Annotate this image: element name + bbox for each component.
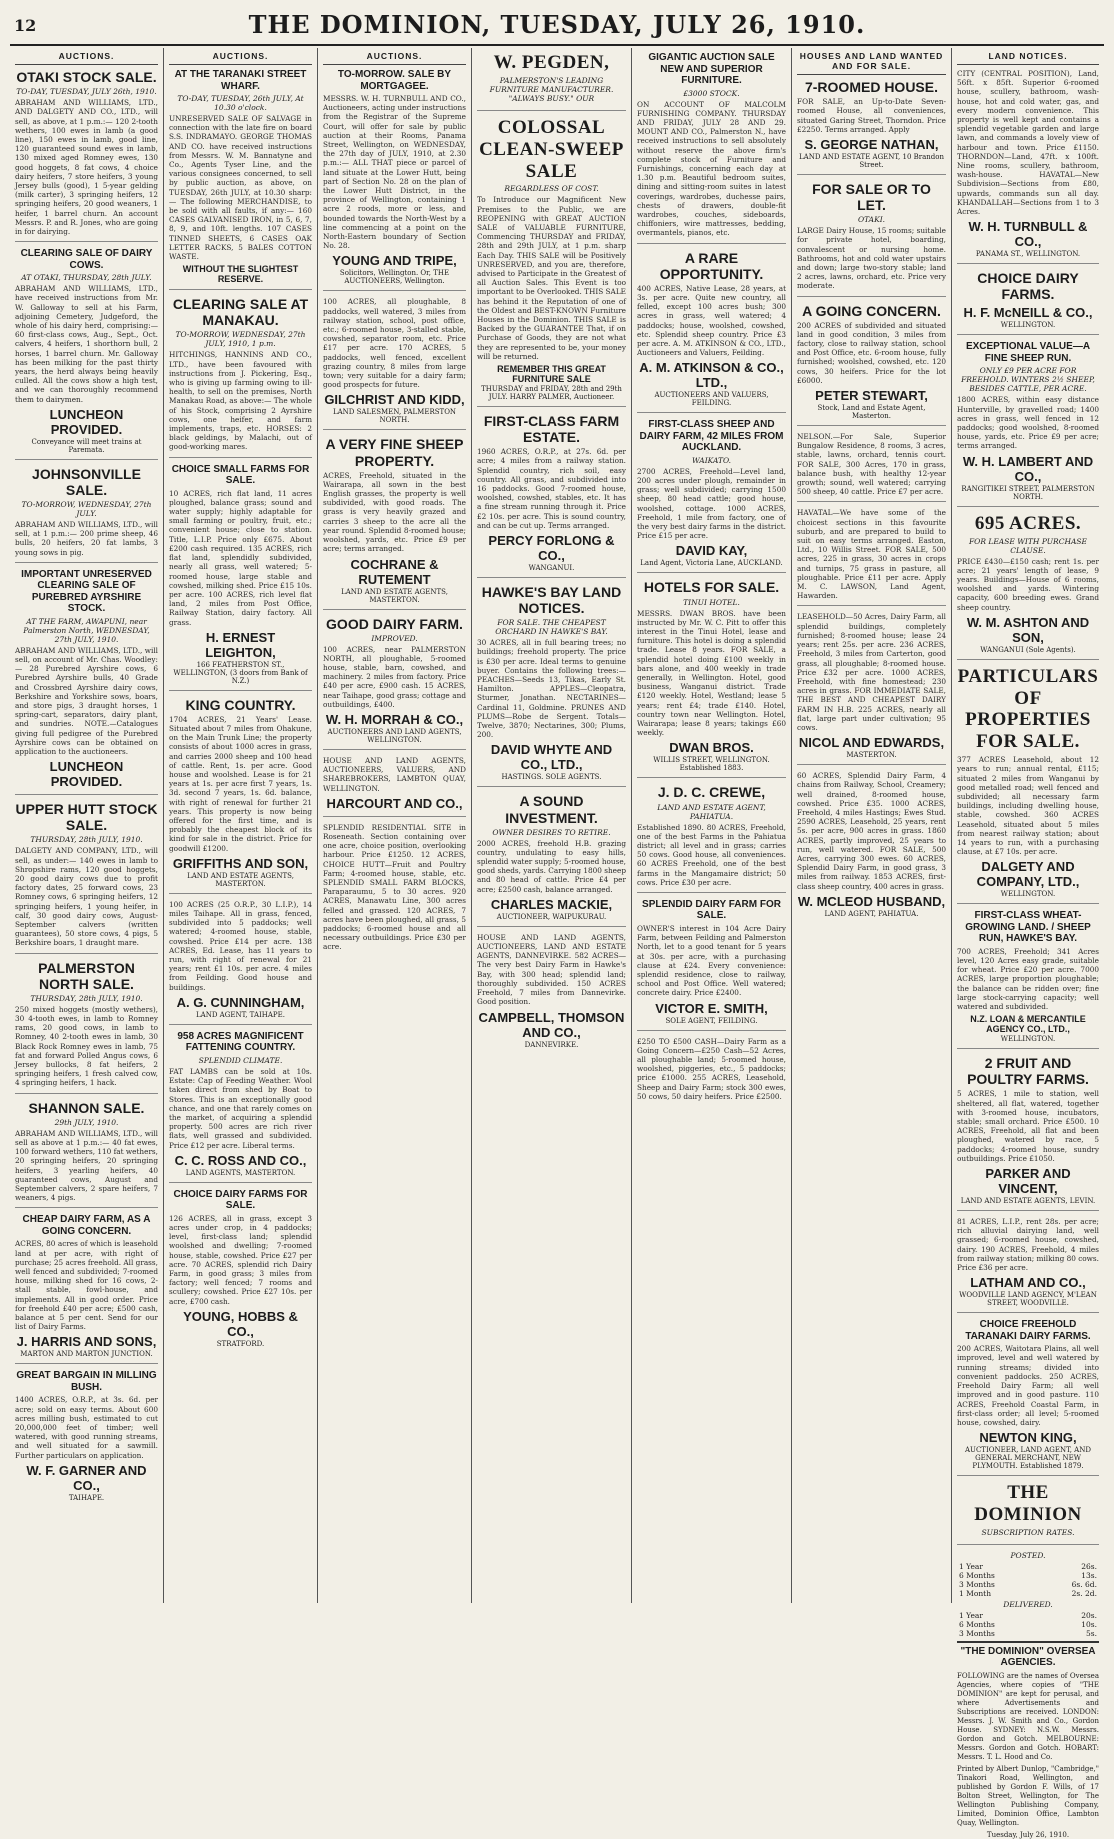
ad-heading: GIGANTIC AUCTION SALE NEW AND SUPERIOR FURNITURE. xyxy=(648,52,775,86)
rate-price: 26s. xyxy=(1081,1561,1097,1571)
advertisement xyxy=(15,1214,158,1364)
oversea-agencies-text: FOLLOWING are the names of Oversea Agencies, where copies of "THE DOMINION" are kept for perusal, and where Advertisements and Subscriptions are received. LONDON: Messrs. J. W. Smith and Co., Gordon House. SYDNEY: N.S.W. Messrs. Gordon and Gotch. MELBOURNE: Messrs. Gordon and Gotch. HOBART: Messrs. T. L. Hood and Co. xyxy=(957,1671,1099,1761)
advertisement xyxy=(957,513,1099,660)
advertisement xyxy=(797,771,946,923)
advertiser-name: LATHAM AND CO., xyxy=(970,1275,1086,1291)
advertisement xyxy=(169,1189,312,1353)
ad-body: LARGE Dairy House, 15 rooms; suitable for private hotel, boarding, convalescent or nursing home. Bathrooms, hot and cold water upstairs and down; large two-story stable; land 2 acres, lawns, orchard, etc. Price very moderate. xyxy=(797,226,946,291)
rate-term: 6 Months xyxy=(959,1570,995,1580)
ad-body: PRICE £430—£150 cash; rent 1s. per acre; 21 years' length of lease, 9 years. Buildings—House of 6 rooms, woolshed and yards. Wintering capacity, 600 breeding ewes. Grand sheep country. xyxy=(957,556,1099,612)
ad-body: 200 ACRES of subdivided and situated land in good condition, 3 miles from factory, close to railway station, school and Post Office, etc. 6-room house, fully furnished; woolshed, cowshed, etc. 120 cows, 30 heifers. Price for the lot £6000. xyxy=(797,320,946,385)
column-5 xyxy=(632,48,792,1603)
advertiser-address: Land Agent, Victoria Lane, AUCKLAND. xyxy=(640,559,783,568)
advertiser-address: TAIHAPE. xyxy=(68,1493,105,1502)
column-4 xyxy=(472,48,632,1603)
advertiser-address: LAND AND ESTATE AGENT, 10 Brandon Street. xyxy=(798,152,945,169)
rate-term: 1 Year xyxy=(959,1561,983,1571)
advertisement xyxy=(957,666,1099,905)
ad-heading: SHANNON SALE. xyxy=(28,1099,145,1116)
advertiser-name: S. GEORGE NATHAN, xyxy=(804,136,939,152)
divider xyxy=(957,1641,1099,1643)
advertiser-name: PARKER AND VINCENT, xyxy=(985,1166,1071,1197)
advertisement xyxy=(637,52,786,244)
column-2 xyxy=(164,48,318,1603)
advertisement xyxy=(957,910,1099,1049)
advertiser-name: W. H. MORRAH & CO., xyxy=(325,712,464,728)
advertisement xyxy=(477,584,626,787)
ad-heading: PALMERSTON NORTH SALE. xyxy=(38,959,135,992)
advertisement xyxy=(477,117,626,407)
ad-heading: OTAKI STOCK SALE. xyxy=(16,69,157,85)
rates-label: POSTED. xyxy=(1010,1550,1046,1560)
column-7 xyxy=(952,48,1104,1839)
ad-heading: A VERY FINE SHEEP PROPERTY. xyxy=(325,436,464,469)
ad-heading: KING COUNTRY. xyxy=(185,696,296,713)
column-6 xyxy=(792,48,952,1603)
advertiser-name: CAMPBELL, THOMSON AND CO., xyxy=(478,1009,625,1040)
rate-term: 1 Year xyxy=(959,1610,983,1620)
advertiser-name: HARCOURT AND CO., xyxy=(326,795,463,811)
ad-subheading: SPLENDID CLIMATE. xyxy=(198,1055,283,1065)
advertiser-address: LAND AND ESTATE AGENTS, LEVIN. xyxy=(960,1197,1096,1206)
advertisement xyxy=(15,1370,158,1506)
column-header: AUCTIONS. xyxy=(169,48,312,65)
advertiser-address: AUCTIONEERS AND VALUERS, FEILDING. xyxy=(654,391,769,408)
ad-subheading: ONLY £9 PER ACRE FOR FREEHOLD. WINTERS 2½ SHEEP, BESIDES CATTLE, PER ACRE. xyxy=(961,366,1095,394)
ad-body: MESSRS. DWAN BROS. have been instructed by Mr. W. C. Pitt to offer this interest in the Tinui Hotel, lease and furniture. This hotel is doing a splendid trade. Lease 8 years. FOR SALE, a splendid hotel doing £100 weekly in bars alone, and 400 weekly in trade generally, in Wellington. Hotel, good business, Wanganui district. Trade £120 weekly. Hotel, Westland; lease 5 years; rent £4; trade £140. Hotel, country town near Wellington. Hotel, Wairarapa; lease 8 years; takings £60 weekly. xyxy=(637,608,786,738)
ad-body: Established 1890. 80 ACRES, Freehold, one of the best Farms in the Pahiatua district; all level and in grass; carries 50 cows. Good house, all conveniences. 60 ACRES Freehold, one of the best farms in the Mangamaire district; 50 cows. Price £30 per acre. xyxy=(637,822,786,887)
ad-subheading: OWNER DESIRES TO RETIRE. xyxy=(492,827,611,837)
ad-heading: 2 FRUIT AND POULTRY FARMS. xyxy=(967,1055,1089,1088)
advertiser-name: W. M. ASHTON AND SON, xyxy=(966,614,1090,645)
rate-price: 13s. xyxy=(1081,1570,1097,1580)
ad-subheading: AT THE FARM, AWAPUNI, near Palmerston North, WEDNESDAY, 27th JULY, 1910. xyxy=(23,616,150,644)
advertiser-name: WITHOUT THE SLIGHTEST RESERVE. xyxy=(182,264,299,285)
advertisement xyxy=(637,250,786,414)
advertisement xyxy=(323,297,466,430)
advertiser-address: Stock, Land and Estate Agent, Masterton. xyxy=(817,404,926,421)
oversea-agencies-heading: "THE DOMINION" OVERSEA AGENCIES. xyxy=(960,1645,1096,1669)
advertisement xyxy=(323,616,466,751)
advertiser-name: DWAN BROS. xyxy=(669,740,754,756)
advertisement xyxy=(15,569,158,795)
ad-heading: FIRST-CLASS WHEAT-GROWING LAND. / SHEEP RUN, HAWKE'S BAY. xyxy=(965,910,1091,945)
advertisement xyxy=(957,1217,1099,1313)
ad-heading: CHOICE DAIRY FARMS FOR SALE. xyxy=(173,1188,308,1212)
ad-body: SPLENDID RESIDENTIAL SITE in Roseneath. Section containing over one acre, choice position, overlooking harbour. Price £1250. 12 ACRES, CHOICE HUTT—Fruit and Poultry Farm; 4-roomed house, stable, etc. SPLENDID SMALL FARM BLOCKS, Paraparaumu, 5 to 30 acres. 920 ACRES, Manawatu Line, 300 acres felled and grassed. 120 ACRES, 7 acres have been ploughed, all grass, 5 paddocks; 6-roomed house and all necessary outbuildings. Price £30 per acre. xyxy=(323,822,466,952)
advertisement xyxy=(169,296,312,457)
ad-heading: CLEARING SALE AT MANAKAU. xyxy=(172,296,309,329)
advertiser-name: PERCY FORLONG & CO., xyxy=(488,533,615,564)
advertisement xyxy=(169,900,312,1025)
rates-label: DELIVERED. xyxy=(1003,1599,1053,1609)
column-header: LAND NOTICES. xyxy=(957,48,1099,65)
advertiser-name: CHARLES MACKIE, xyxy=(490,896,613,912)
ad-heading: A SOUND INVESTMENT. xyxy=(505,793,598,826)
ad-subheading: TINUI HOTEL. xyxy=(683,597,740,607)
rate-row xyxy=(957,1611,1099,1620)
ad-body: UNRESERVED SALE OF SALVAGE in connection with the late fire on board S.S. INDRAMAYO. GEORGE THOMAS AND CO. have received instructions from Messrs. W. M. Bannatyne and Co., Agents Tyser Line, and the various consignees concerned, to sell by public auction, as above, on TUESDAY, 26th JULY, at 10.30 sharp:— The following MERCHANDISE, to be sold with all faults, if any:— 160 CASES GALVANISED IRON, in 5, 6, 7, 8, 9, and 10ft. lengths. 107 CASES TINNED SHEETS, 6 CASES OAK LETTER RACKS, 5 BALES COTTON WASTE. xyxy=(169,114,312,262)
advertiser-address: LAND AND ESTATE AGENTS, MASTERTON. xyxy=(187,871,294,888)
advertiser-name: N.Z. LOAN & MERCANTILE AGENCY CO., LTD., xyxy=(970,1014,1086,1035)
ad-heading: PARTICULARS OF PROPERTIES FOR SALE. xyxy=(957,665,1099,753)
ad-body: 700 ACRES, Freehold; 341 Acres level, 120 Acres easy grade, suitable for wheat. Price £20 per acre. 7000 ACRES, large proportion ploughable; the balance can be ridden over; fine large stock-carrying capacity; well watered and subdivided. xyxy=(957,946,1099,1012)
advertiser-address: AUCTIONEER, WAIPUKURAU. xyxy=(496,912,607,921)
ad-heading: TO-MORROW. SALE BY MORTGAGEE. xyxy=(337,69,452,92)
advertisement xyxy=(637,579,786,778)
advertiser-address: LAND AND ESTATE AGENTS, MASTERTON. xyxy=(341,587,448,604)
advertiser-name: DALGETY AND COMPANY, LTD., xyxy=(976,859,1080,890)
ad-subheading: £3000 STOCK. xyxy=(683,88,740,98)
ad-heading: HAWKE'S BAY LAND NOTICES. xyxy=(481,584,622,617)
ad-heading: AT THE TARANAKI STREET WHARF. xyxy=(174,69,307,92)
advertisement xyxy=(797,303,946,427)
ad-body: DALGETY AND COMPANY, LTD., will sell, as under:— 140 ewes in lamb to Shropshire rams, 120 good hoggets, 20 good dairy cows due to profit factory dates, 25 forward cows, 23 Romney cows, 6 springing heifers, 12 springing heifers, 1 young heifer, in calf, 30 good dairy cows, August-September calvers (written guarantees), 50 store cows, 4 pigs, 5 Berkshire boars, 1 draught mare. xyxy=(15,846,158,948)
ad-subheading: TO-DAY, TUESDAY, 26th JULY, At 10.30 o'clock. xyxy=(177,94,304,112)
advertiser-name: W. MCLEOD HUSBAND, xyxy=(797,893,946,909)
advertiser-address: WELLINGTON. xyxy=(1000,1035,1056,1044)
advertisement xyxy=(957,69,1099,264)
ad-body: To Introduce our Magnificent New Premises to the Public, we are REOPENING with GREAT AUCTION SALE of VALUABLE FURNITURE, Commencing THURSDAY and FRIDAY, 28th and 29th JULY, at 1 p.m. sharp Each Day. THIS SALE will be Positively UNRESERVED, and you are, therefore, advised to Participate in the Greatest of all Auction Sales. This Event is too important to be Overlooked. THIS SALE has behind it the Reputation of one of the Oldest and BEST-KNOWN Furniture Houses in the Dominion. THIS SALE is Backed by the GUARANTEE That, if on Purchase of Goods, they are not what they are represented to be, your money will be returned. xyxy=(477,195,626,361)
rate-row xyxy=(957,1571,1099,1580)
ad-subheading: LAND AND ESTATE AGENT, PAHIATUA. xyxy=(657,802,766,821)
advertisement xyxy=(637,899,786,1031)
advertiser-name: J. HARRIS AND SONS, xyxy=(16,1334,157,1350)
ad-body: 81 ACRES, L.I.P., rent 28s. per acre; rich alluvial dairying land, well grassed; 6-roomed house, cowshed, dairy. 190 ACRES, Freehold, 4 miles from railway station; milking 80 cows. Price £36 per acre. xyxy=(957,1217,1099,1273)
ad-body: 100 ACRES, all ploughable, 8 paddocks, well watered, 3 miles from railway station, school, post office, etc.; 6-roomed house, 3-stalled stable, cowshed, separator room, etc. Price £17 per acre. 170 ACRES, 5 paddocks, well fenced, excellent grazing country, 8 miles from large town; very suitable for a dairy farm; good prospects for future. xyxy=(323,297,466,390)
rate-term: 3 Months xyxy=(959,1628,995,1638)
rate-row xyxy=(957,1562,1099,1571)
ad-heading: CHOICE SMALL FARMS FOR SALE. xyxy=(171,463,310,487)
advertisement xyxy=(169,697,312,894)
advertiser-address: AUCTIONEER, LAND AGENT, AND GENERAL MERCHANT, NEW PLYMOUTH. Established 1879. xyxy=(965,1446,1091,1471)
ad-body: CITY (CENTRAL POSITION), Land, 56ft. x 85ft. Superior 6-roomed house, scullery, bathroom, wash-house, hot and cold water, gas, and every modern convenience. This property is well kept and contains a splendid vegetable garden and large lawn, and commands a lovely view of harbour and town. Price £1150. THORNDON—Land, 47ft. x 100ft. Nine rooms, scullery, bathroom, wash-house. HAVATAL—New Subdivision—Sections from £80, upwards, commands sun all day. KHANDALLAH—Sections from 1 to 3 Acres. xyxy=(957,69,1099,217)
ad-body: 30 ACRES, all in full bearing trees; no buildings; freehold property. The price is £30 per acre. Ideal terms to genuine buyer. Contains the following trees:— PEACHES—Seeds 13, Tikas, Early St. Hamilton. APPLES—Cleopatra, Sturmer, Jonathan. NECTARINES—Cardinal 11, Goldmine. PRUNES AND PLUMS—Robe de Sergent. Totals—Twelve, 3870; Nectarines, 300; Plums, 200. xyxy=(477,638,626,740)
advertisement xyxy=(957,1482,1099,1545)
advertiser-name: A. M. ATKINSON & CO., LTD., xyxy=(639,360,784,391)
advertiser-name: DAVID WHYTE AND CO., LTD., xyxy=(490,742,613,773)
ad-body: ABRAHAM AND WILLIAMS, LTD., will sell as above at 1 p.m.:— 40 fat ewes, 100 forward wethers, 110 fat wethers, 20 springing heifers, 20 springing heifers, 3 yearling heifers, 40 guaranteed cows, August and September calvers, 2 spare heifers, 7 weaners, 4 pigs. xyxy=(15,1128,158,1203)
ad-body: 2000 ACRES, freehold H.B. grazing country, undulating to easy hills, splendid water supply; 5-roomed house, good sheds, yards. Carrying 1800 sheep and 80 head of cattle. Price £4 per acre; £2500 cash, balance arranged. xyxy=(477,838,626,894)
ad-body: ACRES, 80 acres of which is leasehold land at per acre, with right of purchase; 25 acres freehold. All grass, well fenced and subdivided; 7-roomed house, milking shed for 16 cows, 2-stall stable, fowl-house, and implements. All in good order. Price for freehold £40 per acre; £500 cash, balance at 5 per cent. Send for our list of Dairy Farms. xyxy=(15,1239,158,1332)
ad-body: ABRAHAM AND WILLIAMS, LTD., will sell, on account of Mr. Chas. Woodley:— 28 Purebred Ayrshire cows, 6 Purebred Ayrshire bulls, 40 Grade and Crossbred Ayrshire dairy cows, Berkshire and Yorkshire sows, boars, and store pigs, 3 draught horses, 1 spring-cart, separators, dairy plant, and sundries. NOTE.—Catalogues giving full pedigree of the Purebred Ayrshire cows can be obtained on application to the auctioneers. xyxy=(15,645,158,757)
ad-subheading: FOR LEASE WITH PURCHASE CLAUSE. xyxy=(968,536,1088,555)
advertiser-name: C. C. ROSS AND CO., xyxy=(174,1152,307,1168)
advertiser-address: SOLE AGENT, FEILDING. xyxy=(665,1016,758,1025)
advertisement xyxy=(15,1100,158,1209)
advertiser-address: WELLINGTON. xyxy=(1000,321,1056,330)
rate-price: 6s. 6d. xyxy=(1071,1579,1097,1589)
imprint-date: Tuesday, July 26, 1910. xyxy=(986,1830,1070,1839)
rate-price: 10s. xyxy=(1081,1619,1097,1629)
advertisement xyxy=(637,784,786,893)
ad-body: ACRES, Freehold, situated in the Wairarapa, all sown in the best English grasses, the property is well subdivided, with good roads. The grass is very heavily grazed and carries 3 sheep to the acre all the year round. Splendid 8-roomed house; woolshed, yards, etc. Price £9 per acre; terms arranged. xyxy=(323,470,466,554)
rate-term: 6 Months xyxy=(959,1619,995,1629)
advertisement xyxy=(15,248,158,460)
advertiser-address: Solicitors, Wellington. Or, THE AUCTIONEERS, Wellington. xyxy=(339,269,450,286)
ad-body: NELSON.—For Sale, Superior Bungalow Residence, 8 rooms, 3 acres, stable, lawns, orchard, tennis court. FOR SALE, 300 Acres, 170 in grass, balance bush, with healthy 12-year growth; sound, well watered; carrying 500 sheep, 40 cattle. Price £7 per acre. xyxy=(797,432,946,497)
ad-heading: 695 ACRES. xyxy=(974,512,1082,534)
advertiser-address: WANGANUI. xyxy=(528,564,575,573)
advertiser-name: YOUNG, HOBBS & CO., xyxy=(183,1308,298,1339)
advertiser-name: PETER STEWART, xyxy=(815,388,928,404)
advertisement xyxy=(957,341,1099,506)
ad-heading: CHOICE DAIRY FARMS. xyxy=(977,270,1079,303)
advertiser-name: NEWTON KING, xyxy=(979,1430,1077,1446)
rate-row xyxy=(957,1620,1099,1629)
ad-heading: W. PEGDEN, xyxy=(493,52,610,73)
advertisement xyxy=(797,508,946,606)
advertisement xyxy=(323,436,466,609)
advertisement xyxy=(15,801,158,953)
advertiser-address: Conveyance will meet trains at Paremata. xyxy=(31,437,142,454)
advertisement xyxy=(797,181,946,297)
ad-body: ABRAHAM AND WILLIAMS, LTD., AND DALGETY AND CO., LTD., will sell, as above, at 1 p.m.:— 120 2-tooth wethers, 100 ewes in lamb (a good line), 150 ewes in lamb, good line, 120 guaranteed sound ewes in lamb, 130 mixed aged Romney ewes, 130 good hoggets, 8 fat cows, 4 choice dairy heifers, 7 store heifers, 3 young Jersey bulls (good), 1 5-year gelding (milk carter), 3 springing heifers, 12 springing heifers, 20 good weaners, 1 heifer, 1 barrel churn. An account Messrs. P. and R. Jones, who are going in for dairying. xyxy=(15,98,159,236)
advertisement xyxy=(15,960,158,1094)
advertisement xyxy=(797,612,946,765)
advertiser-address: LAND AGENTS, MASTERTON. xyxy=(185,1168,296,1177)
advertisement xyxy=(323,69,466,291)
ad-heading: CLEARING SALE OF DAIRY COWS. xyxy=(20,248,153,271)
subscription-rates xyxy=(957,1551,1099,1638)
ad-subheading: THURSDAY, 28th JULY, 1910. xyxy=(30,835,143,845)
advertiser-name: YOUNG AND TRIPE, xyxy=(332,253,457,269)
ad-heading: SPLENDID DAIRY FARM FOR SALE. xyxy=(642,898,781,922)
ad-body: FAT LAMBS can be sold at 10s. Estate: Cap of Feeding Weather. Wool taken direct from shed by Boat to Stores. This is an exceptionally good chance, and one that rarely comes on the market, of acquiring a splendid property. 500 acres are rich river flats, well grassed and subdivided. Price £12 per acre. Liberal terms. xyxy=(169,1066,312,1150)
advertiser-name: GILCHRIST AND KIDD, xyxy=(324,392,465,408)
advertisement xyxy=(957,270,1099,335)
ad-subheading: REGARDLESS OF COST. xyxy=(504,184,599,194)
ad-body: 400 ACRES, Native Lease, 28 years, at 3s. per acre. Quite new country, all felled, except 100 acres bush; 300 acres in grass, well watered; 4 paddocks; house, woolshed, cowshed, etc. Splendid sheep country. Price £3 per acre. A. M. ATKINSON & CO., LTD., Auctioneers and Valuers, Feilding. xyxy=(637,283,786,358)
ad-body: £250 TO £500 CASH—Dairy Farm as a Going Concern—£250 Cash—52 Acres, all ploughable land; 5-roomed house, woolshed, piggeries, etc., 5 paddocks; price £1000. 255 ACRES, Leasehold, Sheep and Dairy Farm; stock 300 ewes, 50 cows, 50 dairy heifers. Price £2500. xyxy=(637,1036,786,1101)
ad-heading: COLOSSAL CLEAN-SWEEP SALE xyxy=(479,116,624,182)
advertiser-name: W. H. LAMBERT AND CO., xyxy=(962,453,1094,484)
ad-body: 1400 ACRES, O.R.P., at 3s. 6d. per acre; sold on easy terms. About 600 acres milling bush, estimated to cut 20,000,000 feet of timber; well watered, with good running streams, and well situated for a sawmill. Further particulars on application. xyxy=(15,1395,158,1460)
advertisement xyxy=(169,69,312,290)
ad-body: MESSRS. W. H. TURNBULL AND CO., Auctioneers, acting under instructions from the Registrar of the Supreme Court, will offer for sale by public auction at their Rooms, Panama Street, Wellington, on WEDNESDAY, the 27th day of JULY, 1910, at 2.30 p.m.:— ALL THAT piece or parcel of land situate at the Lower Hutt, being part of Section No. 28 on the plan of the Lower Hutt District, in the province of Wellington, containing 1 acre 2 roods, more or less, and bounded towards the North-West by a line commencing at a point on the North-Eastern boundary of Section No. 28. xyxy=(323,94,466,251)
ad-heading: 7-ROOMED HOUSE. xyxy=(804,79,938,95)
ad-heading: GOOD DAIRY FARM. xyxy=(326,615,463,632)
page-number: 12 xyxy=(14,16,37,35)
ad-body: ON ACCOUNT OF MALCOLM FURNISHING COMPANY. THURSDAY AND FRIDAY, JULY 28 AND 29. MOUNT AND CO., Palmerston N., have received instructions to sell absolutely without reserve the above firm's complete stock of Furniture and Furnishings, concerning each day at 1.30 p.m. Beautiful bedroom suites, dining and sitting-room suites in latest coverings, wardrobes, duchesse pairs, chests of drawers, double-fit wardrobes, couches, sideboards, chiffoniers, wire mattresses, bedding, overmantels, pianos, etc. xyxy=(637,99,786,238)
ad-body: 1704 ACRES, 21 Years' Lease. Situated about 7 miles from Ohakune, on the Main Trunk Line; the property consists of about 1000 acres in grass, and carries 2000 sheep and 100 head of cattle. Rent, 1s. per acre. Good house and woolshed. Lease is for 21 years at 1s. per acre first 7 years, 1s. 3d. second 7 years, 1s. 6d. balance, with right of renewal for further 21 years. This property is now being offered for the first time, and is probably the cheapest block of its kind for sale in the district. Price for goodwill £1200. xyxy=(169,714,312,853)
ad-body: 100 ACRES (25 O.R.P., 30 L.I.P.), 14 miles Taihape. All in grass, fenced, subdivided into 5 paddocks; well watered; 4-roomed house, stable, cowshed. Price £14 per acre. 138 ACRES, Ed. Lease, has 11 years to run, with right of renewal for 21 years; rent £1 10s. per acre. 4 miles from Feilding. Good house and buildings. xyxy=(169,899,312,992)
column-1 xyxy=(10,48,164,1603)
rate-price: 2s. 2d. xyxy=(1071,1588,1097,1598)
ad-subheading: 29th JULY, 1910. xyxy=(54,1117,119,1127)
advertiser-name: LUNCHEON PROVIDED. xyxy=(49,759,124,790)
advertiser-name: DAVID KAY, xyxy=(675,543,748,559)
advertiser-name: COCHRANE & RUTEMENT xyxy=(350,556,439,587)
ad-body: 250 mixed hoggets (mostly wethers), 30 4-tooth ewes, in lamb to Romney rams, 20 good cows, in lamb to Romney, 40 2-tooth ewes in lamb, 30 Black Rock Romney ewes in lamb, 75 fat and forward Polled Angus cows, 6 Jersey bullocks, 8 fat heifers, 2 springing heifers, 1 fresh calved cow, 4 springing heifers, 1 hack. xyxy=(15,1004,158,1088)
rates-table xyxy=(957,1611,1099,1638)
ad-body: FOR SALE, an Up-to-Date Seven-roomed House, all conveniences, situated Garing Street, Thorndon. Price £2250. Terms arranged. Apply xyxy=(797,97,946,134)
advertisement xyxy=(957,1319,1099,1476)
ad-subheading: THURSDAY, 28th JULY, 1910. xyxy=(30,993,143,1003)
ad-subheading: FOR SALE. THE CHEAPEST ORCHARD IN HAWKE'S BAY. xyxy=(495,618,608,637)
advertiser-address: PANAMA ST., WELLINGTON. xyxy=(975,250,1081,259)
rate-term: 3 Months xyxy=(959,1579,995,1589)
advertiser-address: LAND AGENT, PAHIATUA. xyxy=(824,909,919,918)
ad-body: 2700 ACRES, Freehold—Level land, 200 acres under plough, remainder in grass; well subdivided; carrying 1500 sheep, 80 head cattle; good house, woolshed, cottage. 1000 ACRES, Freehold, 1 mile from factory, one of the very best dairy farms in the district. Price £15 per acre. xyxy=(637,466,786,541)
rate-row xyxy=(957,1629,1099,1638)
ad-body: 377 ACRES Leasehold, about 12 years to run; annual rental, £115; situated 2 miles from Wanganui by good metalled road; well fenced and subdivided; all necessary farm buildings, including dwelling house, stable, cowshed. 360 ACRES Leasehold, situated about 5 miles from nearest railway station; about 14 years to run, with a purchasing clause, at £7 10s. per acre. xyxy=(957,755,1099,857)
advertiser-address: MARTON AND MARTON JUNCTION. xyxy=(20,1350,153,1359)
advertiser-address: WILLIS STREET, WELLINGTON. Established 1883. xyxy=(653,756,770,773)
rate-term: 1 Month xyxy=(959,1588,992,1598)
advertiser-name: H. ERNEST LEIGHTON, xyxy=(205,629,276,660)
ad-subheading: AT OTAKI, THURSDAY, 28th JULY. xyxy=(21,273,152,283)
advertiser-name: REMEMBER THIS GREAT FURNITURE SALE xyxy=(497,364,606,385)
ad-body: 1960 ACRES, O.R.P., at 27s. 6d. per acre; 4 miles from a railway station. Splendid country, rich soil, easy country. All grass, and subdivided into 16 paddocks. Good 7-roomed house, woolshed, cowshed, stables, etc. It has a fine stream running through it. Price £2 10s. per acre. This is sound country, and can be cut up. Terms arranged. xyxy=(477,447,626,530)
ad-body: 1800 ACRES, within easy distance Hunterville, by gravelled road; 1400 acres in grass, well fenced in 12 paddocks; good woolshed, 8-roomed house, yards, etc. Price £9 per acre; terms arranged. xyxy=(957,395,1099,451)
ad-body: HOUSE AND LAND AGENTS, AUCTIONEERS, VALUERS, AND SHAREBROKERS, LAMBTON QUAY, WELLINGTON. xyxy=(323,756,466,793)
ad-heading: 958 ACRES MAGNIFICENT FATTENING COUNTRY. xyxy=(177,1030,304,1054)
column-3 xyxy=(318,48,472,1603)
masthead xyxy=(10,8,1104,46)
ad-body: 5 ACRES, 1 mile to station, well sheltered, all flat, watered, together with 3-roomed house, incubators, stable; small orchard. Price £500. 10 ACRES, Freehold, all flat and been ploughed, watered by race, 5 paddocks; 4-roomed house, sundry outbuildings. Price £1050. xyxy=(957,1089,1099,1163)
ad-heading: CHOICE FREEHOLD TARANAKI DAIRY FARMS. xyxy=(965,1319,1091,1342)
column-header: HOUSES AND LAND WANTED AND FOR SALE. xyxy=(797,48,946,75)
ad-subheading: PALMERSTON'S LEADING FURNITURE MANUFACTURER. "ALWAYS BUSY." OUR xyxy=(489,75,614,103)
ad-heading: J. D. C. CREWE, xyxy=(657,784,766,801)
ad-heading: GREAT BARGAIN IN MILLING BUSH. xyxy=(16,1370,157,1393)
advertiser-name: A. G. CUNNINGHAM, xyxy=(176,994,305,1010)
advertiser-address: HASTINGS. SOLE AGENTS. xyxy=(501,773,602,782)
advertisement xyxy=(15,466,158,563)
ad-body: ABRAHAM AND WILLIAMS, LTD., have received instructions from Mr. W. Galloway to sell at his Farm, adjoining Cemetery, Judgeford, the whole of his dairy herd, comprising:— 60 first-class cows, Aug., Sept., Oct. calvers, 4 heifers, 1 shorthorn bull, 2 horses, 1 barrel churn. Mr. Galloway has been milking for the past thirty years, the herd always being heavily culled. All the cows show a high test, and we can thoroughly recommend them to dairymen. xyxy=(15,284,158,404)
advertiser-address: AUCTIONEERS AND LAND AGENTS, WELLINGTON. xyxy=(327,728,462,745)
ad-heading: FIRST-CLASS FARM ESTATE. xyxy=(483,413,620,446)
advertiser-address: WANGANUI (Sole Agents). xyxy=(980,645,1076,654)
ad-body: 10 ACRES, rich flat land, 11 acres ploughed, balance grass; sound and water supply; highly adaptable for small farming or poultry, fruit, etc.; convenient house; close to station. Title, L.I.P. Price only £675. About £200 cash required. 135 ACRES, rich flat land, splendidly subdivided, nearly all grass, well watered; 5-roomed house, large stable and cowshed, milking shed. Price £15 10s. per acre. 100 ACRES, rich level flat land, 2 miles from Post Office, Railway Station, dairy factory. All grass. xyxy=(169,488,312,627)
advertisement xyxy=(477,793,626,926)
advertiser-address: STRATFORD. xyxy=(216,1339,265,1348)
ad-heading: A GOING CONCERN. xyxy=(802,302,941,319)
advertisement xyxy=(169,1031,312,1183)
advertisement xyxy=(797,432,946,502)
rates-table xyxy=(957,1562,1099,1598)
advertiser-name: W. F. GARNER AND CO., xyxy=(26,1462,147,1493)
rate-row xyxy=(957,1580,1099,1589)
columns-container xyxy=(10,48,1104,1839)
ad-subheading: IMPROVED. xyxy=(371,633,418,643)
rate-price: 20s. xyxy=(1081,1610,1097,1620)
advertiser-address: 166 FEATHERSTON ST., WELLINGTON, (3 doors from Bank of N.Z.) xyxy=(173,660,308,685)
ad-heading: EXCEPTIONAL VALUE—A FINE SHEEP RUN. xyxy=(965,341,1091,364)
ad-body: 126 ACRES, all in grass, except 3 acres under crop, in 4 paddocks; level, first-class land; splendid woolshed and dwelling; 7-roomed house, stable, cowshed. Price £27 per acre. 70 ACRES, splendid rich Dairy Farm, in good grass; 3 miles from factory; well fenced; 7 rooms and scullery; cowshed. Price £27 10s. per acre, £700 cash. xyxy=(169,1213,312,1306)
advertisement xyxy=(323,823,466,957)
ad-heading: A RARE OPPORTUNITY. xyxy=(659,249,764,282)
ad-subheading: TO-MORROW, WEDNESDAY, 27th JULY, 1910, 1 p.m. xyxy=(175,330,306,349)
ad-body: 60 ACRES, Splendid Dairy Farm, 4 chains from Railway, School, Creamery; well drained, 8-roomed house, cowshed. Price £35. 1000 ACRES, Freehold, 4 miles Hastings; Ewes Stud. 2590 ACRES, Leasehold, 25 years, rent 5s. per acre, 900 acres in grass. 1860 ACRES, partly improved, 25 years to run, well watered. FOR SALE, 500 Acres, carrying 300 ewes. 60 ACRES, Splendid Dairy Farm, in good grass, 3 miles from railway. 1853 ACRES, first-class sheep country, 400 acres in grass. xyxy=(797,771,946,891)
ad-body: HITCHINGS, HANNINS AND CO., LTD., have been favoured with instructions from J. Pickering, Esq., who is giving up farming owing to ill-health, to sell on the premises, North Manakau Road, as above:— The whole of his Stock, comprising 2 Ayrshire cows, one heifer, and farm implements, traps, etc. HORSES: 2 black geldings, by Malachi, out of good-working mares. xyxy=(169,350,312,452)
ad-heading: FOR SALE OR TO LET. xyxy=(812,180,931,213)
advertisement xyxy=(957,1055,1099,1211)
column-header: AUCTIONS. xyxy=(323,48,466,65)
ad-subheading: SUBSCRIPTION RATES. xyxy=(981,1527,1075,1537)
advertiser-name: W. H. TURNBULL & CO., xyxy=(968,219,1088,250)
newspaper-title: THE DOMINION, TUESDAY, JULY 26, 1910. xyxy=(248,10,866,39)
advertiser-name: H. F. McNEILL & CO., xyxy=(963,305,1093,321)
column-header: AUCTIONS. xyxy=(15,48,158,65)
ad-subheading: WAIKATO. xyxy=(691,455,732,465)
advertisement xyxy=(477,933,626,1054)
ad-body: ABRAHAM AND WILLIAMS, LTD., will sell, at 1 p.m.:— 200 prime sheep, 46 bulls, 20 heifers, 20 fat lambs, 3 young sows in pig. xyxy=(15,519,158,557)
ad-body: 100 ACRES, near PALMERSTON NORTH, all ploughable, 5-roomed house, stable, barn, cowshed, and machinery. 2 miles from factory. Price £40 per acre, £900 cash. 15 ACRES, near Taihape, good grass; cottage and outbuildings, £400. xyxy=(323,644,466,709)
ad-body: LEASEHOLD—50 Acres, Dairy Farm, all splendid buildings, completely furnished; 8-roomed house; lease 24 years; rent 25s. per acre. 236 ACRES, Freehold, 3 miles from Carterton, good grass, all ploughable; 8-roomed house. Price £32 per acre. 1000 ACRES, Freehold, with fine homestead; 230 acres in grass. FOR IMMEDIATE SALE, THE BEST AND CHEAPEST DAIRY FARM IN H.B. 225 ACRES, nearly all flat, large part under cultivation; 95 cows. xyxy=(797,612,946,732)
ad-heading: JOHNSONVILLE SALE. xyxy=(32,465,141,498)
advertiser-name: GRIFFITHS AND SON, xyxy=(172,855,309,871)
advertiser-name: NICOL AND EDWARDS, xyxy=(798,735,945,751)
advertiser-address: WELLINGTON. xyxy=(1000,890,1056,899)
advertisement xyxy=(477,413,626,578)
advertisement xyxy=(797,79,946,175)
ad-body: HAVATAL—We have some of the choicest sections in this favourite suburb, and are prepared to build to suit on easy terms arranged. Easton, Ltd., 10 Willis Street. FOR SALE, 500 acres, 225 in grass, 30 acres in crops and turnips, 75 grass in pasture, all ploughable. Price £11 per acre. Apply M. C. LAWSON, Land Agent, Hawarden. xyxy=(797,508,946,601)
advertiser-address: WOODVILLE LAND AGENCY, M'LEAN STREET, WOODVILLE. xyxy=(959,1291,1097,1308)
ad-heading: IMPORTANT UNRESERVED CLEARING SALE OF PUREBRED AYRSHIRE STOCK. xyxy=(21,568,152,615)
advertisement xyxy=(477,52,626,111)
ad-heading: UPPER HUTT STOCK SALE. xyxy=(15,801,158,834)
advertiser-address: RANGITIKEI STREET, PALMERSTON NORTH. xyxy=(961,484,1095,501)
ad-body: HOUSE AND LAND AGENTS, AUCTIONEERS, LAND AND ESTATE AGENTS, DANNEVIRKE. 582 ACRES—The very best Dairy Farm in Hawke's Bay, with 300 head; splendid land; thoroughly subdivided. 150 ACRES Freehold, 7 miles from Dannevirke. Good position. xyxy=(477,932,626,1007)
rate-price: 5s. xyxy=(1085,1628,1097,1638)
advertisement xyxy=(15,69,158,242)
ad-subheading: TO-MORROW, WEDNESDAY, 27th JULY. xyxy=(21,499,152,518)
advertiser-name: LUNCHEON PROVIDED. xyxy=(49,406,124,437)
advertiser-name: VICTOR E. SMITH, xyxy=(655,1000,768,1016)
advertisement xyxy=(169,464,312,691)
advertiser-address: DANNEVIRKE. xyxy=(524,1040,579,1049)
ad-heading: CHEAP DAIRY FARM, AS A GOING CONCERN. xyxy=(22,1214,151,1237)
ad-body: 200 ACRES, Waitotara Plains, all well improved, level and well watered by running streams; divided into convenient paddocks. 250 ACRES, Freehold Dairy Farm; all well improved and in good pasture. 110 ACRES, Freehold Coastal Farm, in first-class order; all level; 5-roomed house, cowshed, dairy. xyxy=(957,1344,1099,1427)
ad-subheading: OTAKI. xyxy=(857,215,886,225)
advertiser-address: LAND AGENT, TAIHAPE. xyxy=(196,1010,285,1019)
advertisement xyxy=(323,756,466,817)
ad-subheading: TO-DAY, TUESDAY, JULY 26th, 1910. xyxy=(16,87,157,97)
ad-body: OWNER'S interest in 104 Acre Dairy Farm, between Feilding and Palmerston North, let to a good tenant for 5 years at 30s. per acre, with a purchasing clause at £24. Every convenience: splendid residence, close to railway, school and Post Office. Well watered; concrete dairy. Price £2400. xyxy=(637,923,786,998)
rate-row xyxy=(957,1589,1099,1598)
printer-imprint: Printed by Albert Dunlop, "Cambridge," Tinakori Road, Wellington, and published by Gordon F. Wills, of 17 Bolton Street, Wellington, for The Wellington Publishing Company, Limited, Dominion Office, Lambton Quay, Wellington. xyxy=(957,1764,1099,1827)
ad-heading: HOTELS FOR SALE. xyxy=(643,579,780,596)
ad-heading: THE DOMINION xyxy=(974,1482,1082,1525)
advertiser-address: THURSDAY and FRIDAY, 28th and 29th JULY. HARRY PALMER, Auctioneer. xyxy=(481,385,622,402)
advertiser-address: MASTERTON. xyxy=(846,751,897,760)
advertisement xyxy=(637,1037,786,1106)
ad-heading: FIRST-CLASS SHEEP AND DAIRY FARM, 42 MILES FROM AUCKLAND. xyxy=(639,419,784,454)
advertisement xyxy=(637,419,786,573)
advertiser-address: LAND SALESMEN, PALMERSTON NORTH. xyxy=(332,408,457,425)
